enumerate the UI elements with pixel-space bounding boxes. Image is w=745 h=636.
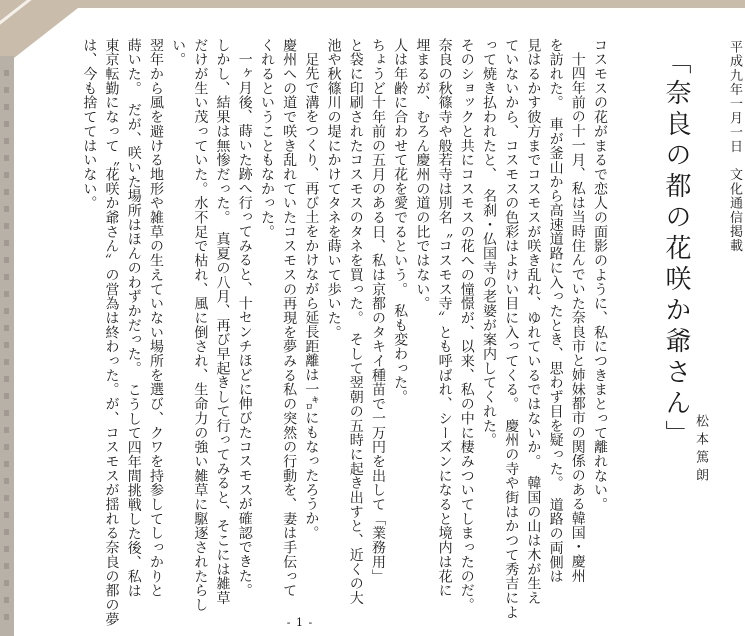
body-column: 奈良の秋篠寺や般若寺は別名〝コスモス寺〟とも呼ばれ、シーズンになると境内は花に (436, 38, 453, 598)
body-column: ていないから、コスモスの色彩はよけい目に入ってくる。 慶州の寺や街はかつて秀吉によ (503, 38, 520, 620)
body-column: そのショックと共にコスモスの花への憧憬が、以来、私の中に棲みついてしまったのだ。 (458, 38, 475, 612)
body-column: コスモスの花がまるで恋人の面影のように、私につきまとって離れない。 (592, 38, 608, 512)
body-column: 東京転勤になって〝花咲か爺さん〟の営為は終わった。が、コスモスが揺れる奈良の都の夢 (103, 38, 120, 627)
body-column: ちょうど十年前の五月のある日、私は京都のタキイ種苗で一万円を出して「業務用」 (369, 38, 386, 584)
publication-date-line: 平成九年一月一日 文化通信掲載 (727, 40, 742, 253)
body-column: 見はるかす彼方までコスモスが咲き乱れ、ゆれているではないか。 韓国の山は木が生え (525, 38, 542, 605)
body-column: って焼き払われたと、 名刹・仏国寺の老婆が案内してくれた。 (480, 38, 497, 448)
article-body (78, 38, 611, 630)
body-column: 一ヶ月後、蒔いた跡へ行ってみると、十センチほどに伸びたコスモスが確認できた。 (236, 52, 253, 598)
body-column: い。 (170, 38, 187, 67)
author-name: 松本篤朗 (693, 414, 708, 486)
body-column: だけが生い茂っていた。水不足で枯れ、風に倒され、生命力の強い雑草に駆逐されたらし (192, 38, 209, 612)
body-column: 翌年から風を避ける地形や雑草の生えていない場所を選び、クワを持参してしっかりと (147, 38, 164, 598)
body-column: しかし、結果は無惨だった。 真夏の八月、再び早起きして行ってみると、そこには雑草 (214, 38, 231, 605)
body-column: 人は年齢に合わせて花を愛でるという。 私も変わった。 (392, 38, 409, 405)
body-column: と袋に印刷されたコスモスのタネを買った。 そして翌朝の五時に起き出すと、近くの大 (347, 38, 364, 605)
body-column: 埋まるが、むろん慶州の道の比ではない。 (414, 38, 431, 311)
body-column: を訪れた。 車が釜山から高速道路に入ったとき、思わず目を疑った。 道路の両側は (547, 38, 564, 584)
body-column: 慶州への道で咲き乱れていたコスモスの再現を夢みる私の突然の行動を、妻は手伝って (281, 38, 298, 598)
adjacent-page-edge (0, 0, 14, 636)
body-column: は、今も捨ててはいない。 (81, 38, 98, 211)
body-column: 十四年前の十一月、私は当時住んでいた奈良市と姉妹都市の関係のある韓国・慶州 (569, 52, 586, 583)
body-column: 足先で溝をつくり、再び土をかけながら延長距離は一㌔にもなったろうか。 (303, 52, 320, 540)
body-column: 池や秋篠川の堤にかけてタネを蒔いて歩いた。 (325, 38, 342, 340)
body-column: 蒔いた。 だが、咲いた場所はほんのわずかだった。 こうして四年間挑戦した後、私は (125, 38, 142, 598)
body-column: くれるということもなかった。 (258, 38, 275, 239)
article-title: 「奈良の都の花咲か爺さん」 (661, 48, 691, 451)
page-number: - 1 - (286, 616, 314, 629)
